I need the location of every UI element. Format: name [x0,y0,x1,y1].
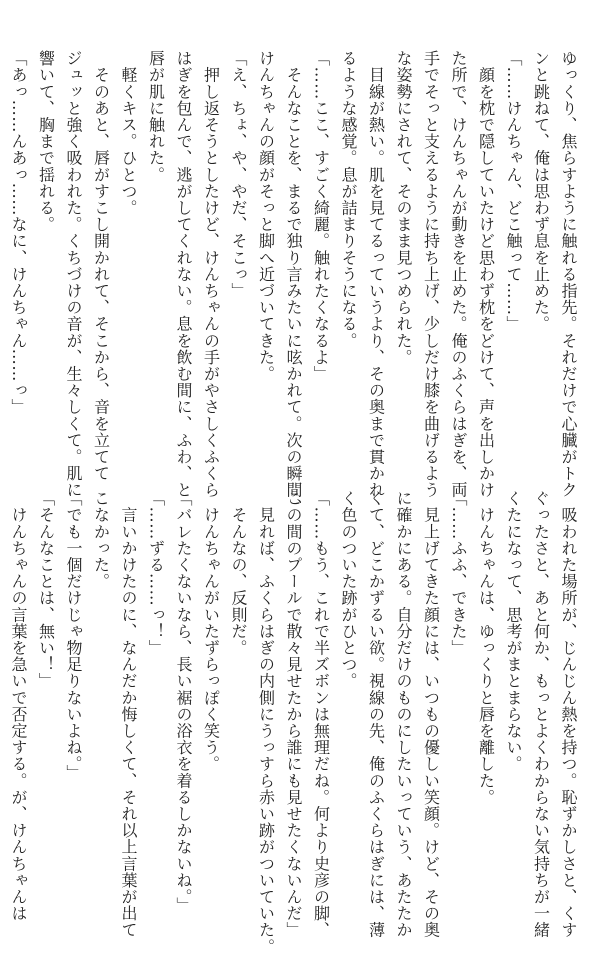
text-line: けんちゃんの言葉を急いで否定する。が、けんちゃんは [9,490,28,922]
text-line: 「でも一個だけじゃ物足りないよね。」 [64,490,83,781]
text-line: 押し返そうとしたけど、けんちゃんの手がやさしくふくら [201,50,221,499]
text-line: 「……けんちゃん、どこ触って……」 [504,50,523,333]
text-line: 「……もう、これで半ズボンは無理だね。何より史彦の脚、 [311,490,331,939]
text-line: こなかった。 [91,490,111,590]
text-line: 「そんなことは、無い！」 [36,490,56,690]
text-line: けんちゃんは、ゆっくりと唇を離した。 [476,490,496,806]
text-line: くて、どこかずるい欲。視線の先、俺のふくらはぎには、薄 [366,490,386,939]
text-line: そのあと、唇がすこし開かれて、そこから、音を立てて [91,50,111,482]
text-block-lower [9,490,582,955]
text-line: な姿勢にされて、そのまま見つめられた。 [394,50,413,366]
text-line: 見れば、ふくらはぎの内側にうっすら赤い跡がついていた。 [256,490,276,955]
text-line: この間のプールで散々見せたから誰にも見せたくないんだ」 [284,490,303,939]
text-line: くたになって、思考がまとまらない。 [504,490,523,773]
text-line: けんちゃんがいたずらっぽく笑う。 [201,490,221,773]
text-line: けんちゃんの顔がそっと脚へ近づいてきた。 [256,50,276,382]
text-line: 手でそっと支えるように持ち上げ、少しだけ膝を曲げるよう [421,50,441,499]
text-line: に確かにある。自分だけのものにしたいっていう、あたたか [394,490,413,939]
text-line: た所で、けんちゃんが動きを止めた。俺のふくらはぎを、両 [449,50,468,499]
text-line: 「……ふふ、できた」 [449,490,468,656]
text-line: 唇が肌に触れた。 [146,50,166,183]
text-line: 目線が熱い。肌を見てるっていうより、その奥まで貫かれ [366,50,386,499]
text-line: そんなことを、まるで独り言みたいに呟かれて。次の瞬間、 [284,50,303,515]
text-line: るような感覚。息が詰まりそうになる。 [339,50,358,349]
text-line: 言いかけたのに、なんだか悔しくて、それ以上言葉が出て [119,490,138,939]
text-block-upper [9,50,582,515]
text-line: 「え、ちょ、や、やだ、そこっ」 [229,50,248,299]
text-line: ジュッと強く吸われた。くちづけの音が、生々しくて。肌に [64,50,83,499]
text-line: 「……ここ、すごく綺麗。触れたくなるよ」 [311,50,331,382]
text-line: そんなの、反則だ。 [229,490,248,656]
text-line: 吸われた場所が、じんじん熱を持つ。恥ずかしさと、くす [559,490,578,939]
text-line: 見上げてきた顔には、いつもの優しい笑顔。けど、その奥 [421,490,441,939]
text-line: ンと跳ねて、俺は思わず息を止めた。 [531,50,551,333]
text-line: く色のついた跡がひとつ。 [339,490,358,690]
text-line: 響いて、胸まで揺れる。 [36,50,56,233]
text-line: ぐったさと、あと何か、もっとよくわからない気持ちが一緒 [531,490,551,939]
text-line: 軽くキス。ひとつ。 [119,50,138,216]
text-line: ゆっくり、焦らすように触れる指先。それだけで心臓がトク [559,50,578,499]
text-line: 「……ずる……っ！」 [146,490,166,656]
text-line: 顔を枕で隠していたけど思わず枕をどけて、声を出しかけ [476,50,496,499]
text-line: 「バレたくないなら、長い裾の浴衣を着るしかないね。」 [174,490,193,914]
text-line: はぎを包んで、逃がしてくれない。息を飲む間に、ふわ、と [174,50,193,499]
text-line: 「あっ……んあっ……なに、けんちゃん……っ」 [9,50,28,416]
